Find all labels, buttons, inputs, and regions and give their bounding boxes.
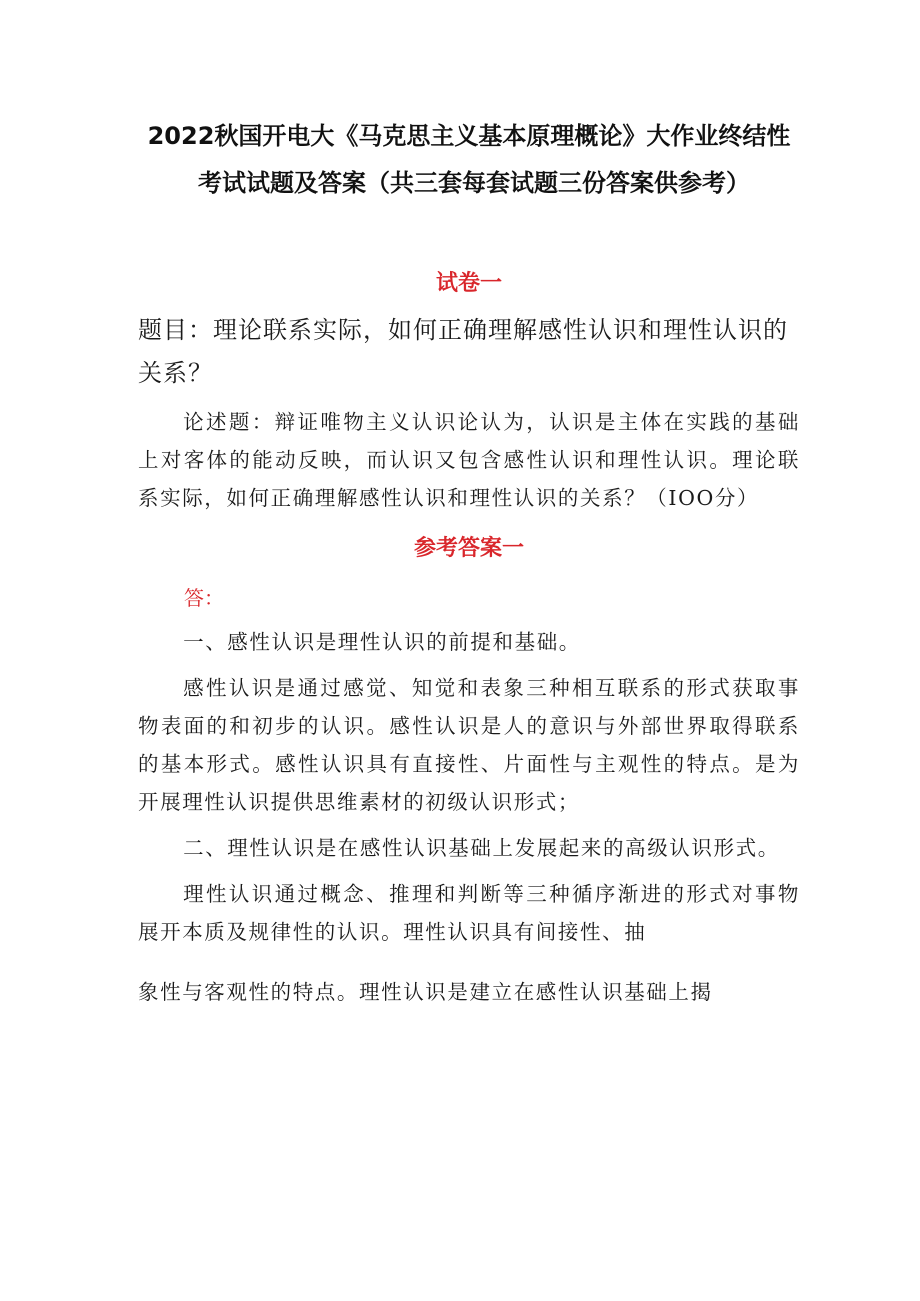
answer-point-2-continued: 象性与客观性的特点。理性认识是建立在感性认识基础上揭 — [138, 980, 713, 1004]
section-heading-answer-one: 参考答案一 — [413, 536, 524, 561]
answer-point-2-detail: 理性认识通过概念、推理和判断等三种循序渐进的形式对事物展开本质及规律性的认识。理性认识具有间接性、抽 — [138, 882, 800, 944]
answer-point-1-detail: 感性认识是通过感觉、知觉和表象三种相互联系的形式获取事物表面的和初步的认识。感性认识是人的意识与外部世界取得联系的基本形式。感性认识具有直接性、片面性与主观性的特点。是为开展理性认识提供思维素材的初级认识形式； — [138, 676, 800, 814]
document-title — [138, 0, 800, 207]
question-text: 题目：理论联系实际，如何正确理解感性认识和理性认识的关系？ — [138, 316, 788, 387]
title-line-2: 考试试题及答案（共三套每套试题三份答案供参考） — [198, 169, 750, 197]
title-line-1: 2022秋国开电大《马克思主义基本原理概论》大作业终结性 — [147, 122, 791, 150]
section-heading-paper-one: 试卷一 — [435, 271, 502, 296]
answer-point-1: 一、感性认识是理性认识的前提和基础。 — [183, 630, 581, 654]
answer-label: 答： — [184, 586, 224, 610]
answer-point-2: 二、理性认识是在感性认识基础上发展起来的高级认识形式。 — [183, 836, 780, 860]
essay-prompt: 论述题：辩证唯物主义认识论认为，认识是主体在实践的基础上对客体的能动反映，而认识又包含感性认识和理性认识。理论联系实际，如何正确理解感性认识和理性认识的关系？（IOO分） — [138, 410, 800, 510]
